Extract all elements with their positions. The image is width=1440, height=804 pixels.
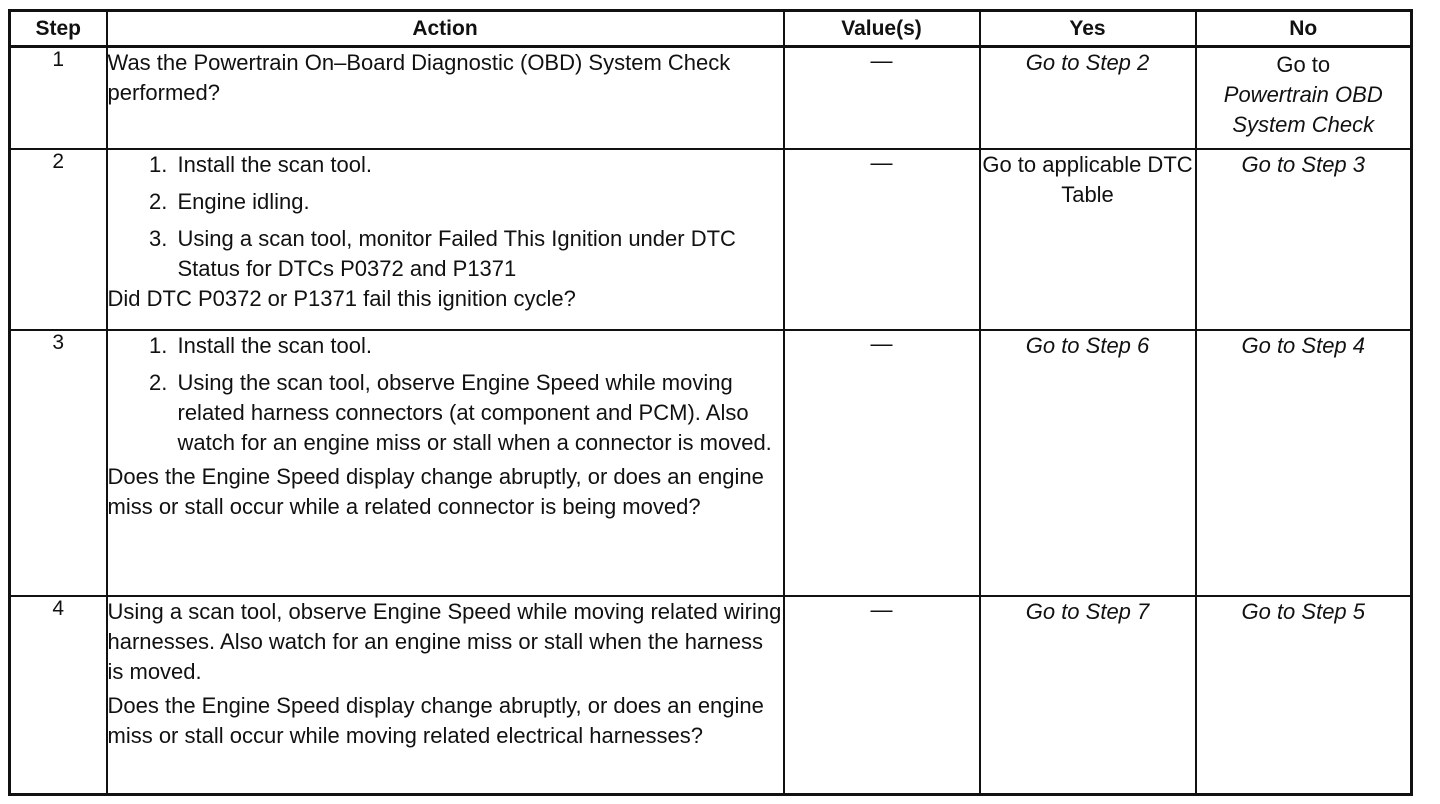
procedure-item: 3. Using a scan tool, monitor Failed This Ignition under DTC Status for DTCs P0372 and P1371 bbox=[174, 224, 783, 284]
table-row bbox=[10, 47, 1412, 150]
value-cell: — bbox=[784, 149, 980, 330]
no-link-text: Powertrain OBD System Check bbox=[1223, 82, 1383, 137]
no-cell: Go to Step 3 bbox=[1196, 149, 1412, 330]
step-number: 2 bbox=[10, 149, 107, 330]
value-cell: — bbox=[784, 596, 980, 795]
diagnostic-table bbox=[8, 9, 1413, 796]
table-row bbox=[10, 596, 1412, 795]
action-cell bbox=[107, 149, 784, 330]
value-cell: — bbox=[784, 47, 980, 150]
table-row bbox=[10, 330, 1412, 596]
action-cell bbox=[107, 47, 784, 150]
value-cell: — bbox=[784, 330, 980, 596]
procedure-list bbox=[108, 331, 783, 458]
no-cell: Go to Step 4 bbox=[1196, 330, 1412, 596]
yes-cell: Go to Step 6 bbox=[980, 330, 1196, 596]
action-paragraph: Using a scan tool, observe Engine Speed while moving related wiring harnesses. Also watch for an engine miss or stall when the harness is moved. bbox=[107, 599, 782, 684]
table-row bbox=[10, 149, 1412, 330]
yes-cell: Go to Step 7 bbox=[980, 596, 1196, 795]
header-action: Action bbox=[107, 11, 784, 47]
step-number: 4 bbox=[10, 596, 107, 795]
header-values: Value(s) bbox=[784, 11, 980, 47]
procedure-list bbox=[108, 150, 783, 284]
step-number: 1 bbox=[10, 47, 107, 150]
action-question: Was the Powertrain On–Board Diagnostic (OBD) System Check performed? bbox=[107, 50, 731, 105]
procedure-item: 2. Using the scan tool, observe Engine Speed while moving related harness connectors (at component and PCM). Also watch for an engine miss or stall when a connector is moved. bbox=[174, 368, 783, 458]
yes-cell: Go to applicable DTC Table bbox=[980, 149, 1196, 330]
header-row bbox=[10, 11, 1412, 47]
action-cell bbox=[107, 330, 784, 596]
action-question: Does the Engine Speed display change abruptly, or does an engine miss or stall occur while moving related electrical harnesses? bbox=[107, 693, 764, 748]
no-cell: Go to Step 5 bbox=[1196, 596, 1412, 795]
header-no: No bbox=[1196, 11, 1412, 47]
no-cell bbox=[1196, 47, 1412, 150]
header-step: Step bbox=[10, 11, 107, 47]
action-question: Did DTC P0372 or P1371 fail this ignition cycle? bbox=[107, 286, 576, 311]
procedure-item: 2. Engine idling. bbox=[174, 187, 783, 217]
procedure-item: 1. Install the scan tool. bbox=[174, 150, 783, 180]
yes-cell: Go to Step 2 bbox=[980, 47, 1196, 150]
header-yes: Yes bbox=[980, 11, 1196, 47]
procedure-item: 1. Install the scan tool. bbox=[174, 331, 783, 361]
action-question: Does the Engine Speed display change abruptly, or does an engine miss or stall occur while a related connector is being moved? bbox=[107, 464, 764, 519]
action-cell bbox=[107, 596, 784, 795]
step-number: 3 bbox=[10, 330, 107, 596]
no-text: Go to bbox=[1276, 52, 1331, 77]
